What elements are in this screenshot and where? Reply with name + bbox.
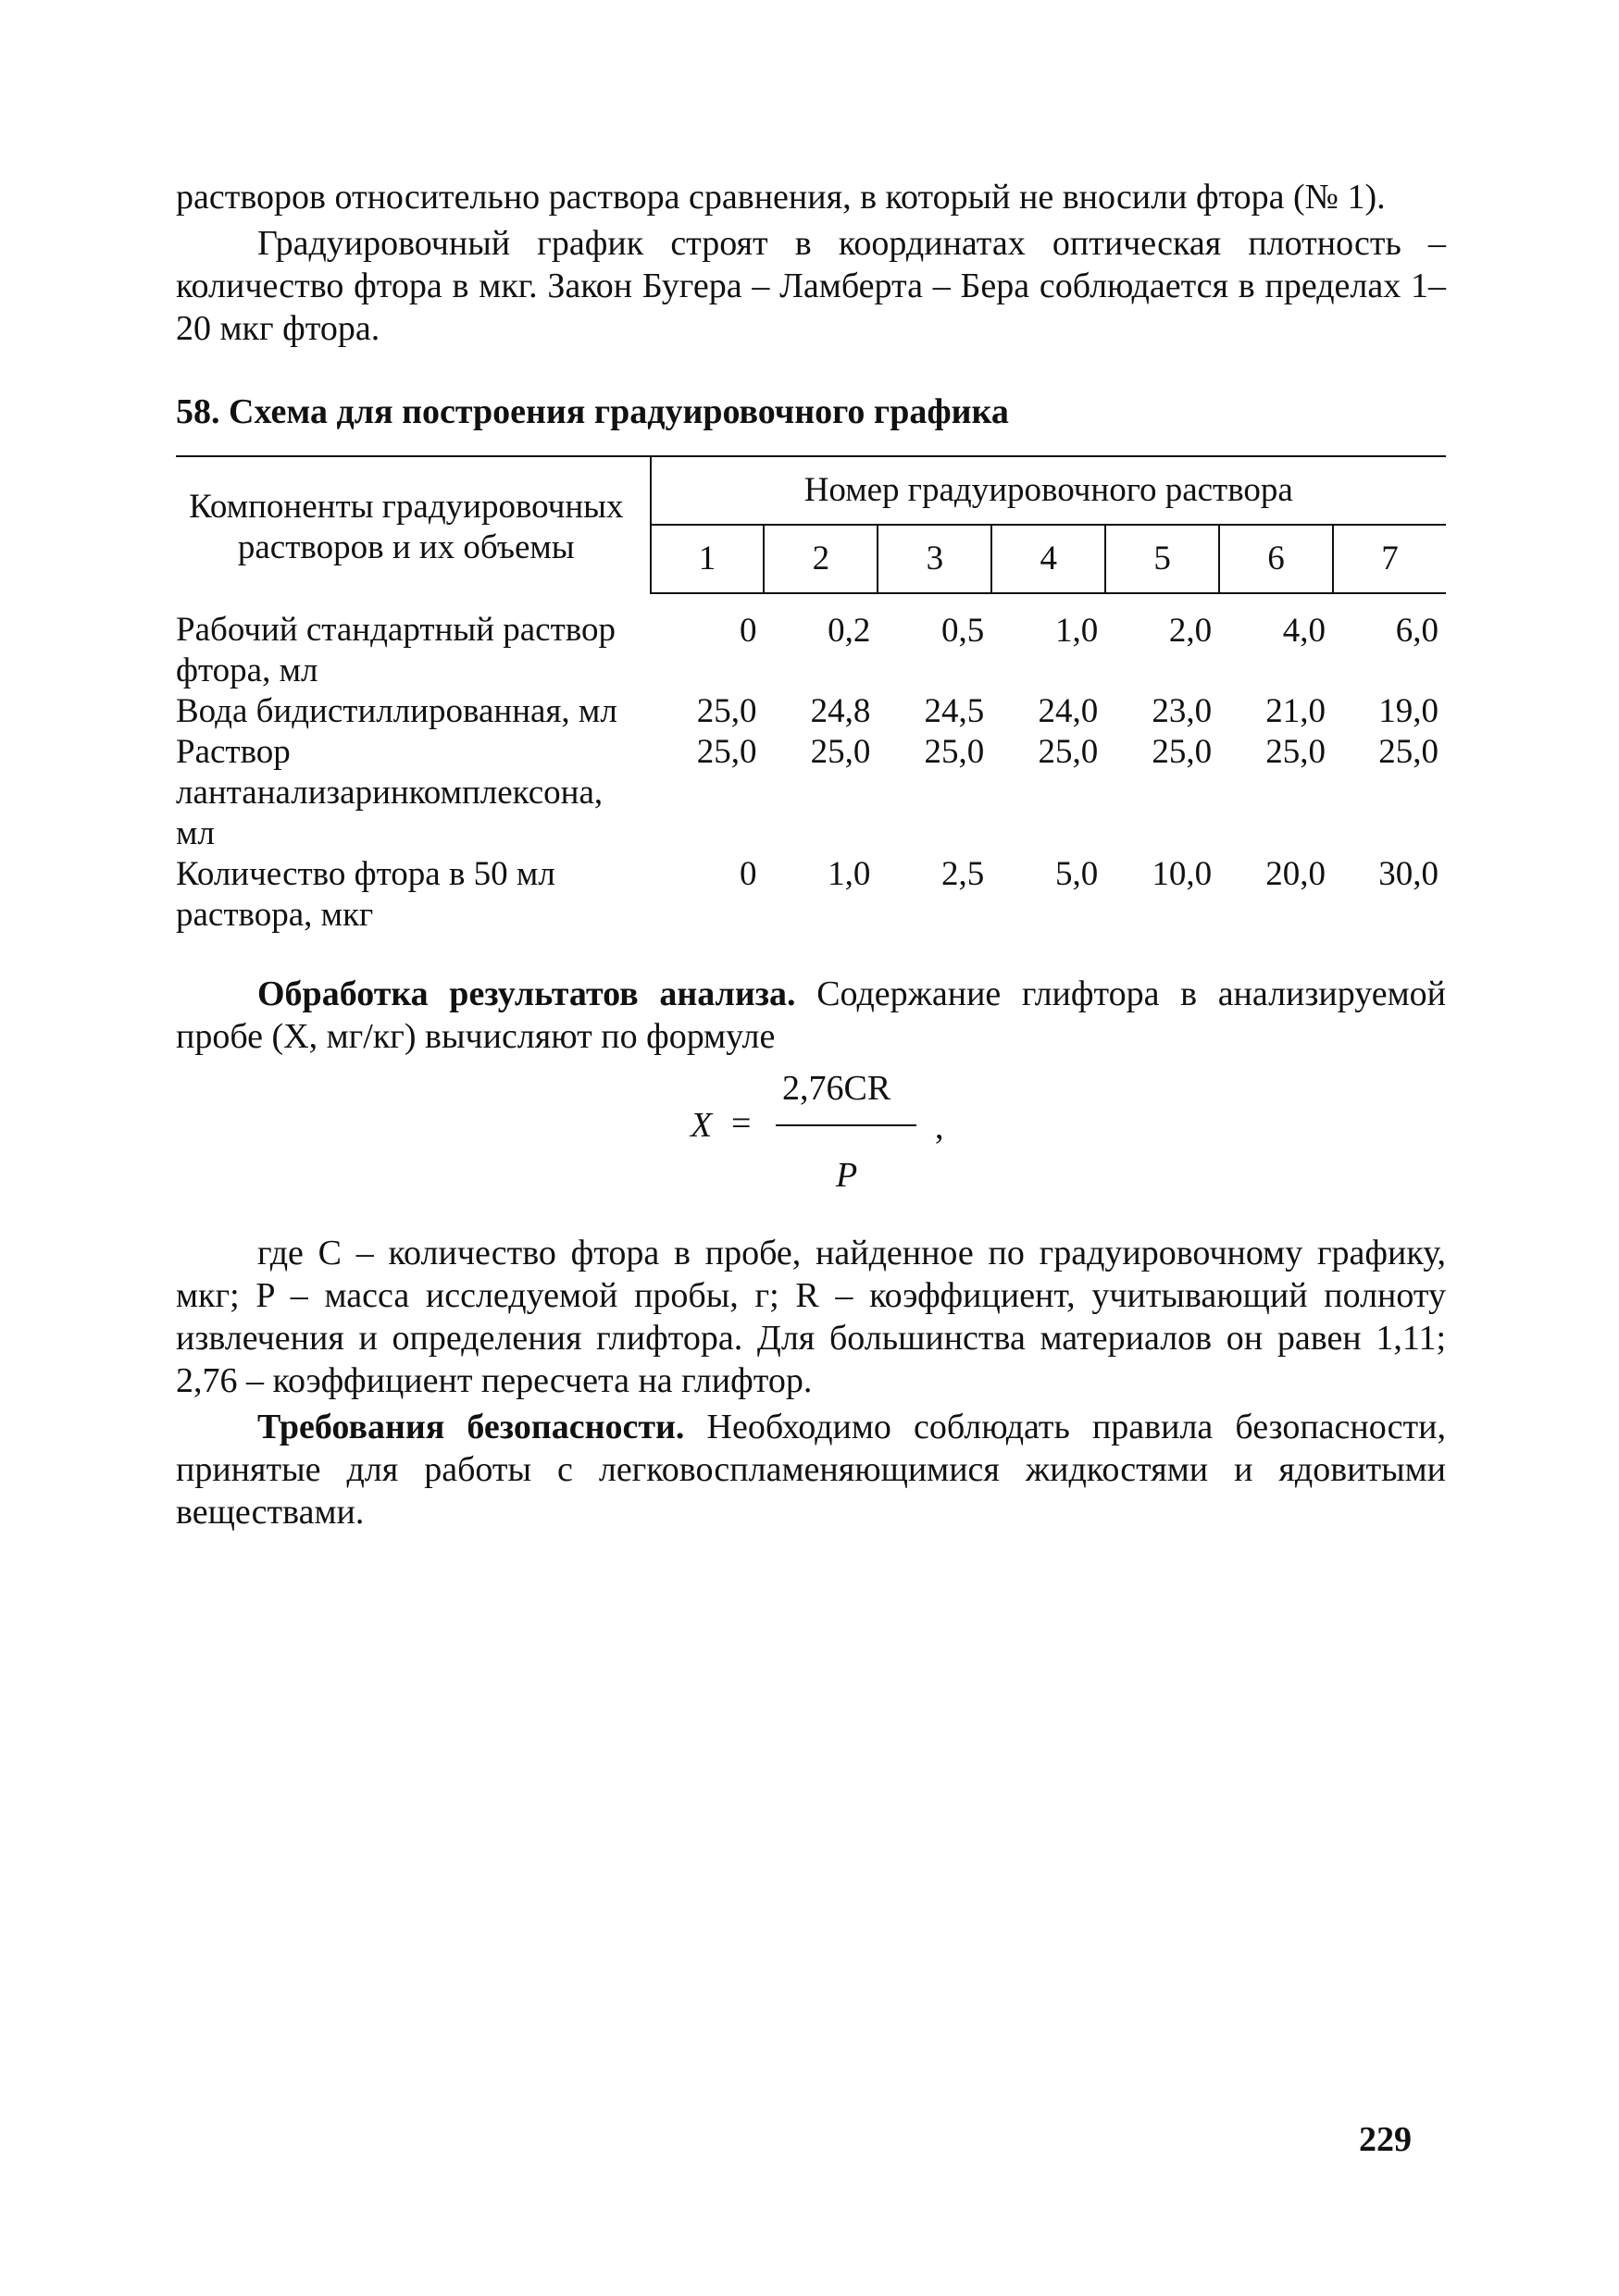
table-cell: 0,2	[828, 612, 871, 650]
components-header: Компоненты градуировочных растворов и их объемы	[176, 456, 651, 593]
table-cell: 1,0	[828, 855, 871, 893]
table-cell: 21,0	[1265, 692, 1326, 730]
column-header: 5	[1105, 525, 1219, 593]
formula-comma: ,	[935, 1108, 944, 1147]
table-cell: 25,0	[924, 733, 985, 771]
column-header: 4	[991, 525, 1105, 593]
safety-text: Необходимо соблюдать правила безопасности, принятые для работы с легковоспламеняющимися жидкостями и ядовитыми веществами.	[176, 1408, 1446, 1532]
table-cell: 25,0	[810, 733, 871, 771]
row-label: Раствор лантанализаринкомплексона, мл	[176, 733, 604, 852]
where-paragraph: где C – количество фтора в пробе, найденное по градуировочному графику, мкг; P – масса исследуемой пробы, г; R – коэффициент, учитывающий полноту извлечения и определения глифтора. Для большинства материалов он равен 1,11; 2,76 – коэффициент пересчета на глифтор.	[176, 1234, 1446, 1400]
formula-equals: =	[731, 1104, 752, 1143]
table-row	[176, 593, 1446, 691]
formula-denominator: P	[836, 1156, 858, 1195]
table-cell: 0	[739, 612, 757, 650]
table-cell: 25,0	[1038, 733, 1099, 771]
processing-paragraph	[176, 973, 1446, 1058]
table-cell: 0,5	[941, 612, 985, 650]
row-label: Рабочий стандартный раствор фтора, мл	[176, 611, 616, 689]
table-row	[176, 691, 1446, 732]
table-cell: 25,0	[696, 733, 757, 771]
safety-paragraph	[176, 1406, 1446, 1533]
intro-paragraph-1: растворов относительно раствора сравнения, в который не вносили фтора (№ 1).	[176, 178, 1386, 217]
fraction-bar	[776, 1124, 916, 1126]
column-header: 2	[764, 525, 878, 593]
row-label: Вода бидистиллированная, мл	[176, 692, 617, 730]
formula-numerator: 2,76CR	[782, 1069, 891, 1108]
table-cell: 24,5	[924, 692, 985, 730]
table-cell: 2,5	[941, 855, 985, 893]
table-caption: 58. Схема для построения градуировочного графика	[176, 392, 1009, 431]
table-row	[176, 732, 1446, 854]
table-cell: 2,0	[1168, 612, 1213, 650]
row-label: Количество фтора в 50 мл раствора, мкг	[176, 855, 555, 934]
column-header: 1	[651, 525, 765, 593]
table-cell: 10,0	[1152, 855, 1213, 893]
numbers-header: Номер градуировочного раствора	[651, 456, 1446, 525]
table-cell: 25,0	[696, 692, 757, 730]
table-cell: 23,0	[1152, 692, 1213, 730]
table-cell: 25,0	[1378, 733, 1438, 771]
column-header: 7	[1333, 525, 1446, 593]
formula	[176, 1065, 1446, 1232]
column-header: 6	[1219, 525, 1333, 593]
table-row	[176, 854, 1446, 936]
column-header: 3	[878, 525, 991, 593]
table-cell: 5,0	[1054, 855, 1099, 893]
table-cell: 6,0	[1395, 612, 1438, 650]
table-cell: 25,0	[1152, 733, 1213, 771]
processing-text: Содержание глифтора в анализируемой пробе (X, мг/кг) вычисляют по формуле	[176, 974, 1446, 1056]
processing-title: Обработка результатов анализа.	[257, 974, 796, 1013]
table-cell: 24,0	[1038, 692, 1099, 730]
table-cell: 30,0	[1378, 855, 1438, 893]
table-cell: 20,0	[1265, 855, 1326, 893]
table-cell: 24,8	[810, 692, 871, 730]
table-cell: 25,0	[1265, 733, 1326, 771]
safety-title: Требования безопасности.	[257, 1408, 685, 1446]
table-cell: 19,0	[1378, 692, 1438, 730]
intro-paragraph-2: Градуировочный график строят в координатах оптическая плотность – количество фтора в мкг. Закон Бугера – Ламберта – Бера соблюдается в пределах 1–20 мкг фтора.	[176, 224, 1446, 348]
page-number: 229	[1359, 2120, 1412, 2159]
table-cell: 0	[739, 855, 757, 893]
table-cell: 4,0	[1282, 612, 1326, 650]
formula-lhs: X	[691, 1106, 713, 1145]
table-cell: 1,0	[1054, 612, 1099, 650]
calibration-table	[176, 455, 1446, 936]
document-page	[176, 176, 1446, 1533]
